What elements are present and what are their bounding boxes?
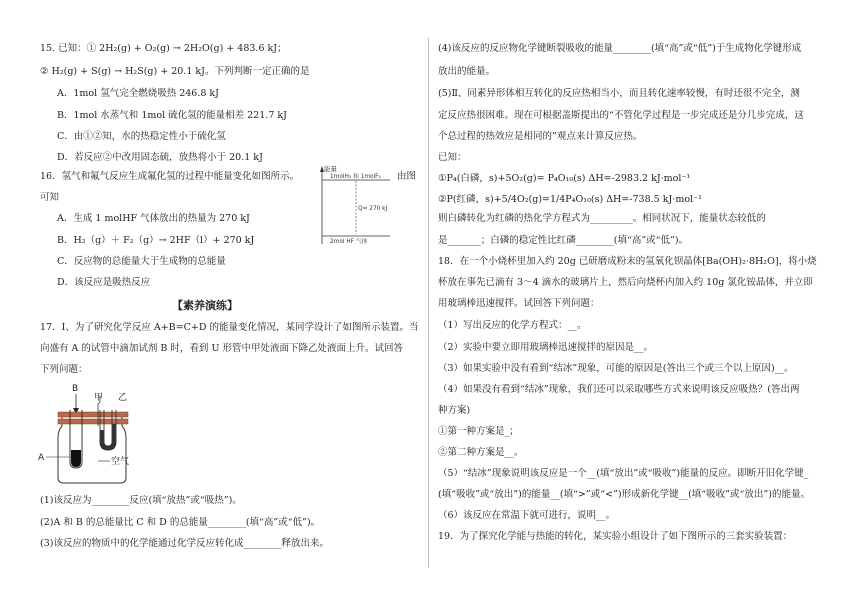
q16-option-d: D．该反应是吸热反应 <box>57 277 151 288</box>
q17-cont-line2: 放出的能量。 <box>438 66 496 77</box>
q18-sub6: （6）该反应在常温下就可进行，说明__。 <box>438 510 616 521</box>
q18-sub5-line2: (填“吸收”或“放出”)的能量__(填“>”或“<”)形成新化学键__(填“吸收”或“放出”)的能量。 <box>438 489 810 500</box>
apparatus-label-a: A <box>38 453 45 463</box>
q15-option-a: A．1mol 氢气完全燃烧吸热 246.8 kJ <box>57 88 219 99</box>
q17-line1: 17．Ⅰ、为了研究化学反应 A+B=C+D 的能量变化情况，某同学设计了如图所示装置。当 <box>40 322 419 333</box>
q19-line1: 19．为了探究化学能与热能的转化，某实验小组设计了如下图所示的三套实验装置： <box>438 531 793 542</box>
q17-cont-line8: 是_______；白磷的稳定性比红磷________(填“高”或“低”)。 <box>438 235 689 246</box>
q17-cont-line3: (5)Ⅱ、同素异形体相互转化的反应热相当小，而且转化速率较慢，有时还很不完全，测 <box>438 88 800 99</box>
diagram-axis-label: 能量 <box>324 165 337 173</box>
q16-option-a: A．生成 1 molHF 气体放出的热量为 270 kJ <box>57 213 250 224</box>
q17-cont-line5: 个总过程的热效应是相同的”观点来计算反应热。 <box>438 131 643 142</box>
q15-line2: ② H₂(g) + S(g) → H₂S(g) + 20.1 kJ。下列判断一定正确的是 <box>40 66 310 77</box>
q17-cont-line1: (4)该反应的反应物化学键断裂吸收的能量________(填“高”或“低”)于生成物化学键形成 <box>438 43 802 54</box>
q18-line3: 用玻璃棒迅速搅拌。试回答下列问题： <box>438 298 600 309</box>
apparatus-diagram <box>38 380 178 485</box>
q18-line2: 杯放在事先已滴有 3～4 滴水的玻璃片上，然后向烧杯内加入约 10g 氯化铵晶体，并立即 <box>438 277 813 288</box>
q18-plan1: ①第一种方案是_； <box>438 426 519 437</box>
q16-line1-tail: 由图 <box>397 171 417 182</box>
q17-sub1: (1)该反应为________反应(填“放热”或“吸热”)。 <box>40 495 242 506</box>
q16-option-c: C．反应物的总能量大于生成物的总能量 <box>57 256 226 267</box>
q17-sub3: (3)该反应的物质中的化学能通过化学反应转化成________释放出来。 <box>40 538 329 549</box>
q16-line1: 16．氢气和氟气反应生成氟化氢的过程中能量变化如图所示。 <box>40 171 300 182</box>
q18-line1: 18．在一个小烧杯里加入约 20g 已研磨成粉末的氢氧化钡晶体[Ba(OH)₂·8H₂O]，将小烧 <box>438 256 817 267</box>
q15-line1: 15. 已知：① 2H₂(g) + O₂(g) → 2H₂O(g) + 483.6 kJ； <box>40 43 287 54</box>
q17-cont-line4: 定反应热很困难。现在可根据盖斯提出的“不管化学过程是一步完成还是分几步完成，这 <box>438 110 804 121</box>
q18-sub2: （2）实验中要立即用玻璃棒迅速搅拌的原因是__。 <box>438 342 654 353</box>
q17-sub2: (2)A 和 B 的总能量比 C 和 D 的总能量________(填“高”或“低”)。 <box>40 517 321 528</box>
equation-2: ②P(红磷，s)+5/4O₂(g)=1/4P₄O₁₀(s) ΔH=-738.5 kJ·mol⁻¹ <box>438 194 702 205</box>
q18-sub5-line1: （5）“结冰”现象说明该反应是一个__(填“放出”或“吸收”)能量的反应。即断开旧化学键_ <box>438 468 809 479</box>
diagram-q-label: Q= 270 kJ <box>358 206 388 212</box>
q18-sub3: （3）如果实验中没有看到“结冰”现象，可能的原因是(答出三个或三个以上原因)__。 <box>438 363 794 374</box>
column-divider <box>428 38 429 568</box>
q16-line2: 可知 <box>40 192 60 203</box>
section-title: 【素养演练】 <box>172 299 238 312</box>
apparatus-label-yi: 乙 <box>118 393 128 403</box>
q17-cont-line7: 则白磷转化为红磷的热化学方程式为_________。相同状况下，能量状态较低的 <box>438 213 766 224</box>
q17-line2: 向盛有 A 的试管中滴加试剂 B 时，看到 U 形管中甲处液面下降乙处液面上升。试回答 <box>40 343 403 354</box>
diagram-bottom-label: 2mol HF 气体 <box>330 239 368 245</box>
apparatus-label-jia: 甲 <box>94 393 104 403</box>
q17-line3: 下列问题： <box>40 364 88 375</box>
q18-sub4-line2: 种方案) <box>438 405 471 416</box>
equation-1: ①P₄(白磷，s)+5O₂(g)= P₄O₁₀(s) ΔH=-2983.2 kJ·mol⁻¹ <box>438 173 691 184</box>
q15-option-d: D．若反应②中改用固态硫，放热将小于 20.1 kJ <box>57 152 263 163</box>
q18-sub4-line1: （4）如果没有看到“结冰”现象，我们还可以采取哪些方式来说明该反应吸热？(答出两 <box>438 384 800 395</box>
q16-option-b: B．H₂（g）＋ F₂（g）→ 2HF（l）+ 270 kJ <box>57 235 255 246</box>
q18-plan2: ②第二种方案是__。 <box>438 447 524 458</box>
apparatus-label-air: 空气 <box>111 457 130 467</box>
diagram-top-label: 1molH₂ 和 1molF₂ <box>330 174 381 180</box>
energy-diagram <box>316 160 396 248</box>
q18-sub1: （1）写出反应的化学方程式：__。 <box>438 320 587 331</box>
q15-option-c: C．由①②知，水的热稳定性小于硫化氢 <box>57 131 226 142</box>
q15-option-b: B．1mol 水蒸气和 1mol 硫化氢的能量相差 221.7 kJ <box>57 110 287 121</box>
apparatus-label-b: B <box>72 384 79 394</box>
q17-cont-line6: 已知： <box>438 152 467 163</box>
